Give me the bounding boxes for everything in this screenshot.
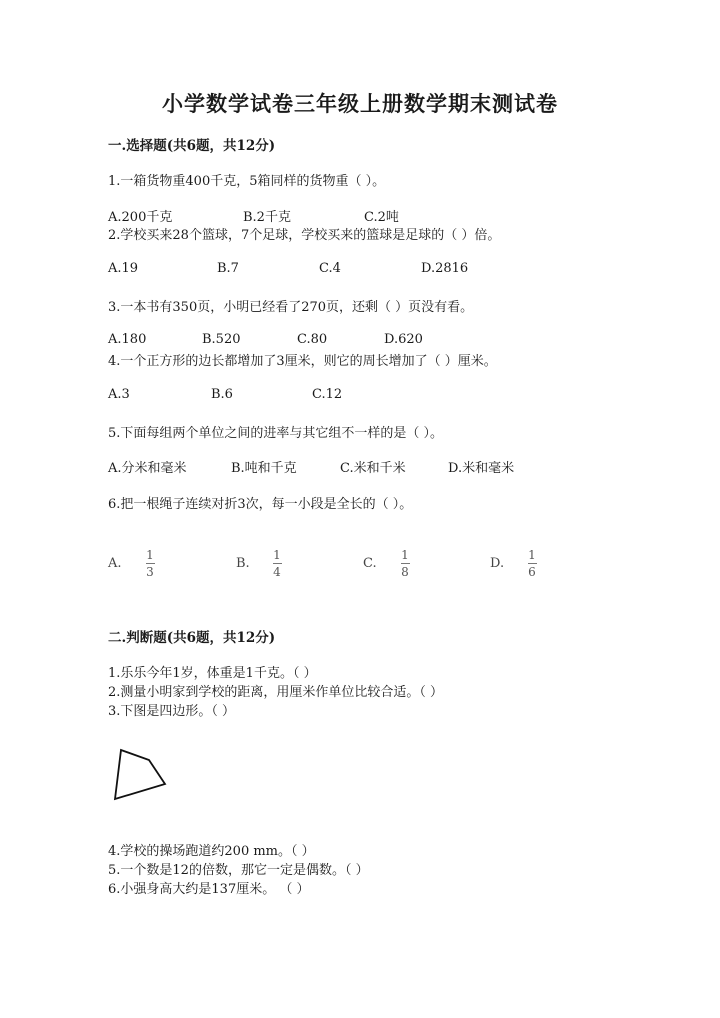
fraction-numerator: 1 <box>146 548 154 562</box>
judge-item-4: 4.学校的操场跑道约200 mm。（ ） <box>108 844 315 859</box>
judge-item-5: 5.一个数是12的倍数，那它一定是偶数。（ ） <box>108 863 369 878</box>
q6-option-d-fraction <box>525 549 539 579</box>
fraction-bar <box>401 563 410 564</box>
q6-option-b-label: B. <box>236 556 250 571</box>
q1-option-c: C.2吨 <box>364 210 399 225</box>
fraction-denominator: 8 <box>401 565 409 579</box>
page-title: 小学数学试卷三年级上册数学期末测试卷 <box>162 91 558 116</box>
q6-option-a-fraction <box>143 549 157 579</box>
q6-option-d-label: D. <box>490 556 505 571</box>
q4-option-c: C.12 <box>312 387 343 402</box>
fraction-bar <box>528 563 537 564</box>
section-2-heading: 二.判断题(共6题，共12分) <box>108 630 276 646</box>
q3-option-c: C.80 <box>297 332 328 347</box>
judge-item-3: 3.下图是四边形。（ ） <box>108 704 236 719</box>
judge-item-2: 2.测量小明家到学校的距离，用厘米作单位比较合适。（ ） <box>108 685 444 700</box>
section-1-heading: 一.选择题(共6题，共12分) <box>108 138 276 154</box>
fraction-numerator: 1 <box>273 548 281 562</box>
q6-option-a-label: A. <box>108 556 122 571</box>
q3-option-b: B.520 <box>202 332 241 347</box>
q1-option-a: A.200千克 <box>108 210 173 225</box>
q3-option-d: D.620 <box>384 332 423 347</box>
q5-option-a: A.分米和毫米 <box>108 461 187 476</box>
question-4: 4.一个正方形的边长都增加了3厘米，则它的周长增加了（ ）厘米。 <box>108 354 497 369</box>
q5-option-d: D.米和毫米 <box>448 461 515 476</box>
q6-option-c-fraction <box>398 549 412 579</box>
question-5: 5.下面每组两个单位之间的进率与其它组不一样的是（ ）。 <box>108 426 444 441</box>
quadrilateral-figure <box>100 740 180 810</box>
question-2: 2.学校买来28个篮球，7个足球，学校买来的篮球是足球的（ ）倍。 <box>108 228 501 243</box>
q2-option-a: A.19 <box>108 261 139 276</box>
q1-option-b: B.2千克 <box>243 210 291 225</box>
q5-option-b: B.吨和千克 <box>231 461 297 476</box>
question-1: 1.一箱货物重400千克，5箱同样的货物重（ ）。 <box>108 174 386 189</box>
question-6: 6.把一根绳子连续对折3次，每一小段是全长的（ ）。 <box>108 497 413 512</box>
fraction-numerator: 1 <box>401 548 409 562</box>
fraction-denominator: 3 <box>146 565 154 579</box>
judge-item-1: 1.乐乐今年1岁，体重是1千克。（ ） <box>108 666 317 681</box>
q5-option-c: C.米和千米 <box>340 461 406 476</box>
question-3: 3.一本书有350页，小明已经看了270页，还剩（ ）页没有看。 <box>108 300 474 315</box>
fraction-numerator: 1 <box>528 548 536 562</box>
q3-option-a: A.180 <box>108 332 147 347</box>
fraction-denominator: 6 <box>528 565 536 579</box>
q4-option-b: B.6 <box>211 387 233 402</box>
fraction-bar <box>146 563 155 564</box>
q6-option-c-label: C. <box>363 556 377 571</box>
q2-option-c: C.4 <box>319 261 341 276</box>
q2-option-d: D.2816 <box>421 261 469 276</box>
q6-option-b-fraction <box>270 549 284 579</box>
fraction-bar <box>273 563 282 564</box>
judge-item-6: 6.小强身高大约是137厘米。 （ ） <box>108 882 310 897</box>
fraction-denominator: 4 <box>273 565 281 579</box>
q4-option-a: A.3 <box>108 387 130 402</box>
q2-option-b: B.7 <box>217 261 239 276</box>
